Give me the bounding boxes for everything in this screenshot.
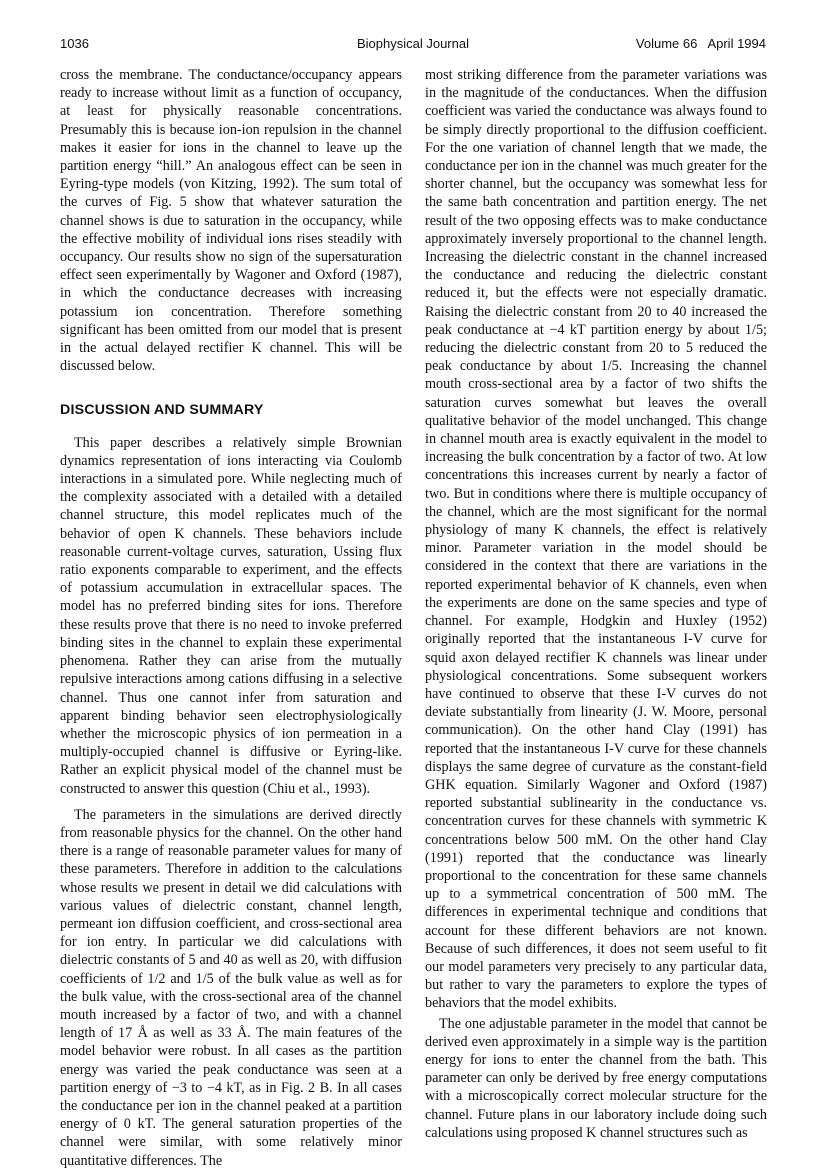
left-column [60,66,402,1170]
page-number: 1036 [60,36,89,51]
section-heading: DISCUSSION AND SUMMARY [60,402,264,419]
paragraph: The parameters in the simulations are derived directly from reasonable physics for the channel. On the other hand there is a range of reasonable parameter values for many of these parameters. Therefore in addition to the calculations whose results we present in detail we did calculations with various values of dielectric constant, channel length, permeant ion diffusion coefficient, and cross-sectional area for ion entry. In particular we did calculations with dielectric constants of 5 and 40 as well as 20, with diffusion coefficients of 1/2 and 1/5 of the bulk value as well as for the bulk value, with the cross-sectional area of the channel mouth increased by a factor of two, and with a channel length of 17 Å as well as 33 Å. The main features of the model behavior were robust. In all cases as the partition energy was varied the peak conductance was seen at a partition energy of −3 to −4 kT, as in Fig. 2 B. In all cases the conductance per ion in the channel peaked at a partition energy of 0 kT. The general saturation properties of the channel were similar, with some relatively minor quantitative differences. The [60,806,402,1169]
paragraph: cross the membrane. The conductance/occupancy appears ready to increase without limit as a function of occupancy, at least for physically reasonable concentrations. Presumably this is because ion-ion repulsion in the channel makes it easier for ions in the channel to leave up the partition energy “hill.” An analogous effect can be seen in Eyring-type models (von Kitzing, 1992). The sum total of the curves of Fig. 5 show that whatever saturation the channel shows is due to saturation in the occupancy, while the effective mobility of individual ions rises steadily with occupancy. Our results show no sign of the supersaturation effect seen experimentally by Wagoner and Oxford (1987), in which the conductance decreases with increasing potassium ion concentration. Therefore something significant has been omitted from our model that is present in the actual delayed rectifier K channel. This will be discussed below. [60,67,402,375]
paragraph: The one adjustable parameter in the model that cannot be derived even approximately in a simple way is the partition energy for ions to enter the channel from the bath. This parameter can only be derived by free energy computations with a microscopically correct molecular structure for the channel. Future plans in our laboratory include doing such calculations using proposed K channel structures such as [425,1015,767,1141]
page-header [60,36,766,56]
right-column [425,66,767,1142]
journal-name: Biophysical Journal [356,36,469,51]
paragraph: This paper describes a relatively simple Brownian dynamics representation of ions interacting via Coulomb interactions in a simulated pore. While neglecting much of the complexity associated with a detailed with a detailed channel structure, this model replicates much of the behavior of open K channels. These behaviors include reasonable current-voltage curves, saturation, Ussing flux ratio exponents comparable to experiment, and the effects of potassium accumulation in extracellular spaces. The model has no preferred binding sites for ions. Therefore these results prove that there is no need to invoke preferred binding sites in the channel to explain these experimental phenomena. Rather they can arise from the mutually repulsive interactions among cations diffusing in a selective channel. Thus one cannot infer from saturation and apparent binding behavior seen electrophysiologically whether the microscopic physics of ion permeation in a multiply-occupied channel is diffusive or Eyring-like. Rather an explicit physical model of the channel must be constructed to answer this question (Chiu et al., 1993). [60,434,402,797]
volume-date: Volume 66 April 1994 [635,36,766,51]
paragraph: most striking difference from the parameter variations was in the magnitude of the conductances. When the diffusion coefficient was varied the conductance was always found to be simply directly proportional to the diffusion coefficient. For the one variation of channel length that we made, the conductance per ion in the channel was much greater for the shorter channel, but the occupancy was somewhat less for the same bath concentration and partition energy. The net result of the two opposing effects was to make conductance approximately inversely proportional to the channel length. Increasing the dielectric constant in the channel increased the conductance and reducing the dielectric constant reduced it, but the effects were not especially dramatic. Raising the dielectric constant from 20 to 40 increased the peak conductance at −4 kT partition energy by about 1/5; reducing the dielectric constant from 20 to 5 reduced the peak conductance by about 1/5. Increasing the channel mouth cross-sectional area by a factor of two shifts the saturation curves somewhat but leaves the overall qualitative behavior of the model unchanged. This change in channel mouth area is exactly equivalent in the model to increasing the bulk concentration by a factor of two. At low concentrations this increases current by nearly a factor of two. But in conditions where there is multiple occupancy of the channel, which are the most significant for the normal physiology of many K channels, the effect is relatively minor. Parameter variation in the model should be considered in the context that there are variations in the reported experimental behavior of K channels, even when the experiments are done on the same species and type of channel. For example, Hodgkin and Huxley (1952) originally reported that the instantaneous I-V curve for squid axon delayed rectifier K channels was linear under physiological concentrations. Some subsequent workers have continued to observe that these I-V curves do not deviate substantially from linearity (J. W. Moore, personal communication). On the other hand Clay (1991) has reported that the instantaneous I-V curve for these channels displays the same degree of curvature as the constant-field GHK equation. Similarly Wagoner and Oxford (1987) reported substantial sublinearity in the conductance vs. concentration curves for these channels with symmetric K concentrations below 500 mM. On the other hand Clay (1991) reported that the conductance was linearly proportional to the concentration for these same channels up to a symmetrical concentration of 500 mM. The differences in experimental technique and conditions that account for these different behaviors are not known. Because of such differences, it does not seem useful to fit our model parameters very precisely to any particular data, but rather to vary the parameters to explore the types of behaviors that the model exhibits. [425,67,767,1012]
